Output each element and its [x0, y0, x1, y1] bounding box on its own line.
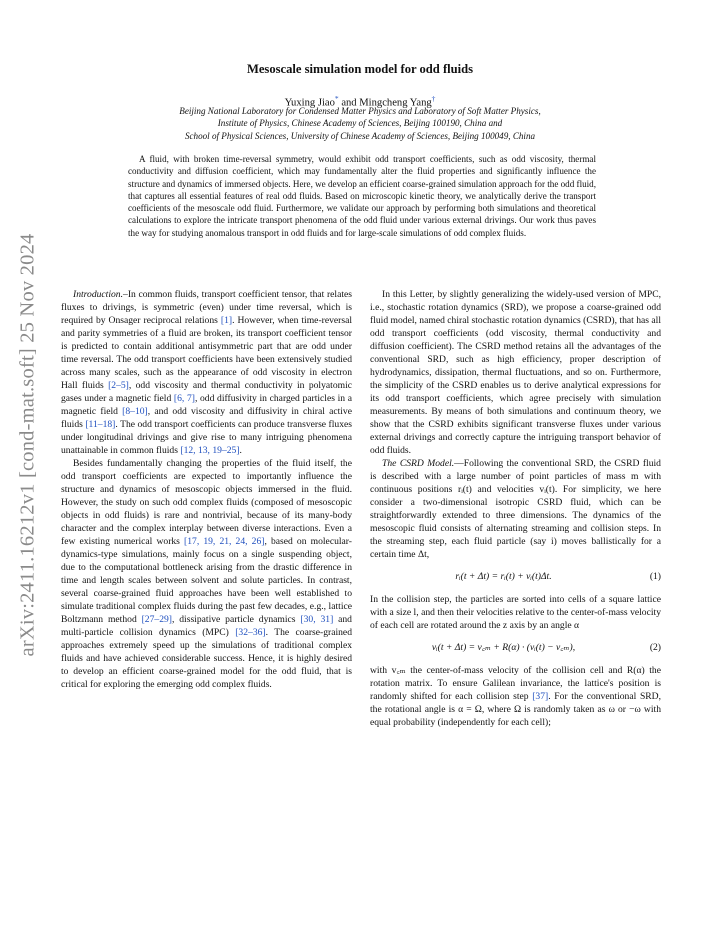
paragraph-rotation-angle: with v꜀ₘ the center-of-mass velocity of the collision cell and R(α) the rotation matrix. To ensure Galilean invariance, the lattice's position is randomly shifted for each collision step [37]. For the conventional SRD, the rotational angle is α = Ω, where Ω is randomly taken as ω or −ω with equal probability (independently for each cell);	[370, 665, 662, 728]
citation-link[interactable]: [2–5]	[108, 380, 129, 391]
equation-number: (1)	[649, 571, 661, 582]
equation-body: vᵢ(t + Δt) = v꜀ₘ + R(α) · (vᵢ(t) − v꜀ₘ),	[431, 642, 576, 653]
citation-link[interactable]: [27–29]	[141, 614, 172, 625]
citation-link[interactable]: [37]	[532, 691, 549, 702]
equation-number: (2)	[649, 642, 661, 653]
author-name: Yuxing Jiao	[284, 97, 335, 109]
section-lead: Introduction.	[73, 289, 124, 300]
citation-link[interactable]: [32–36]	[235, 627, 266, 638]
paragraph-letter-overview: In this Letter, by slightly generalizing the widely-used version of MPC, i.e., stochastic rotation dynamics (SRD), we propose a coarse-grained odd fluid model, named chiral stochastic rotation dynamics (CSRD), that has all odd transport coefficients (odd viscosity, thermal conductivity and diffusion coefficient). The CSRD method retains all the advantages of the conventional SRD, such as high efficiency, proper description of hydrodynamics, dissipation, thermal fluctuations, and so on. Furthermore, the simplicity of the CSRD enables us to derive analytical expressions for its odd transport coefficients, which agree precisely with simulation measurements. By means of both simulations and continuum theory, we show that the CSRD exhibits significant transverse fluxes under various external drivings and correctly capture the intriguing transport behavior of odd fluids.	[370, 289, 661, 456]
section-lead: The CSRD Model.	[382, 458, 455, 469]
citation-link[interactable]: [17, 19, 21, 24, 26]	[184, 536, 265, 547]
paper-title: Mesoscale simulation model for odd fluids	[246, 62, 474, 76]
footnote-mark[interactable]: †	[431, 94, 436, 103]
paragraph-collision-step: In the collision step, the particles are sorted into cells of a square lattice with a size l, and then their velocities relative to the center-of-mass velocity of each cell are rotated around the z axis by an angle α	[370, 594, 661, 631]
paragraph-introduction: Introduction.–In common fluids, transport coefficient tensor, that relates fluxes to drivings, is symmetric (even) under time reversal, which is required by Onsager reciprocal relations [1]. However, when time-reversal and parity symmetries of a fluid are broken, its transport coefficient tensor is predicted to contain additional antisymmetric part that are odd under time reversal. The odd transport coefficients have been extensively studied across many scales, such as the appearance of odd viscosity in electron Hall fluids [2–5], odd viscosity and thermal conductivity in polyatomic gases under a magnetic field [6, 7], odd diffusivity in charged particles in a magnetic field [8–10], and odd viscosity and diffusivity in chiral active fluids [11–18]. The odd transport coefficients can produce transverse fluxes under longitudinal drivings and give rise to many intriguing phenomena unattainable in common fluids [12, 13, 19–25].	[61, 289, 352, 456]
paragraph-motivation: Besides fundamentally changing the properties of the fluid itself, the odd transport coefficients are expected to importantly influence the structure and dynamics of mesoscopic objects immersed in the fluid. However, the study on such odd complex fluids (composed of mesoscopic objects in odd fluids) is rare and nontrivial, because of its many-body character and the complex interplay between diverse interactions. Even a few existing numerical works [17, 19, 21, 24, 26], based on molecular-dynamics-type simulations, mainly focus on a single suspending object, due to the computational bottleneck arising from the drastic difference in time and length scales between solvent and solute particles. In contrast, several coarse-grained fluid approaches have been well established to simulate traditional complex fluids during the past few decades, e.g., lattice Boltzmann method [27–29], dissipative particle dynamics [30, 31] and multi-particle collision dynamics (MPC) [32–36]. The coarse-grained approaches extremely speed up the simulations of traditional complex fluids and have achieved considerable success. Hence, it is highly desired to develop an efficient coarse-grained model for the odd fluid, that is critical for exploring the emerging odd complex fluids.	[61, 458, 352, 690]
affiliation-line: Beijing National Laboratory for Condensed Matter Physics and Laboratory of Soft Matter Physics,	[179, 106, 541, 116]
citation-link[interactable]: [1]	[220, 315, 233, 326]
citation-link[interactable]: [6, 7]	[173, 393, 195, 404]
citation-link[interactable]: [30, 31]	[300, 614, 334, 625]
affiliation-line: School of Physical Sciences, University of Chinese Academy of Sciences, Beijing 100049, China	[184, 130, 536, 141]
citation-link[interactable]: [8–10]	[122, 406, 148, 417]
citation-link[interactable]: [12, 13, 19–25]	[180, 445, 240, 456]
equation-1	[370, 570, 661, 583]
abstract: A fluid, with broken time-reversal symmetry, would exhibit odd transport coefficients, such as odd viscosity, thermal conductivity and diffusion coefficient, which may fundamentally alter the fluid properties and significantly influence the structure and dynamics of immersed objects. Here, we develop an efficient coarse-grained simulation approach for the odd fluid, that captures all essential features of real odd fluids. Based on microscopic kinetic theory, we analytically derive the transport coefficients of the mesoscale odd fluid. Furthermore, we validate our approach by performing both simulations and theoretical calculations to explore the intricate transport phenomena of the odd fluid under various external drivings. Our work thus paves the way for studying anomalous transport in odd fluids and for large-scale simulations of odd complex fluids.	[128, 154, 596, 238]
footnote-mark[interactable]: *	[334, 94, 339, 103]
equation-body: rᵢ(t + Δt) = rᵢ(t) + vᵢ(t)Δt.	[455, 571, 552, 582]
left-column	[61, 288, 352, 691]
equation-2	[370, 641, 661, 654]
author-name: Mingcheng Yang	[359, 97, 432, 109]
affiliation-line: Institute of Physics, Chinese Academy of Sciences, Beijing 100190, China and	[217, 118, 503, 129]
citation-link[interactable]: [11–18]	[85, 419, 116, 430]
paragraph-csrd-model: The CSRD Model.—Following the conventional SRD, the CSRD fluid is described with a large number of point particles of mass m with continuous positions rᵢ(t) and velocities vᵢ(t). For simplicity, we here consider a two-dimensional isotropic CSRD fluid, which can be straightforwardly extended to three dimensions. The dynamics of the mesoscopic fluid consists of alternating streaming and collision steps. In the streaming step, each fluid particle (say i) moves ballistically for a certain time Δt,	[370, 458, 661, 560]
right-column	[370, 288, 661, 729]
affiliation-block	[100, 105, 620, 142]
author-conjunction: and	[341, 97, 357, 109]
arxiv-identifier[interactable]: arXiv:2411.16212v1 [cond-mat.soft] 25 Nov 2024	[16, 233, 39, 657]
